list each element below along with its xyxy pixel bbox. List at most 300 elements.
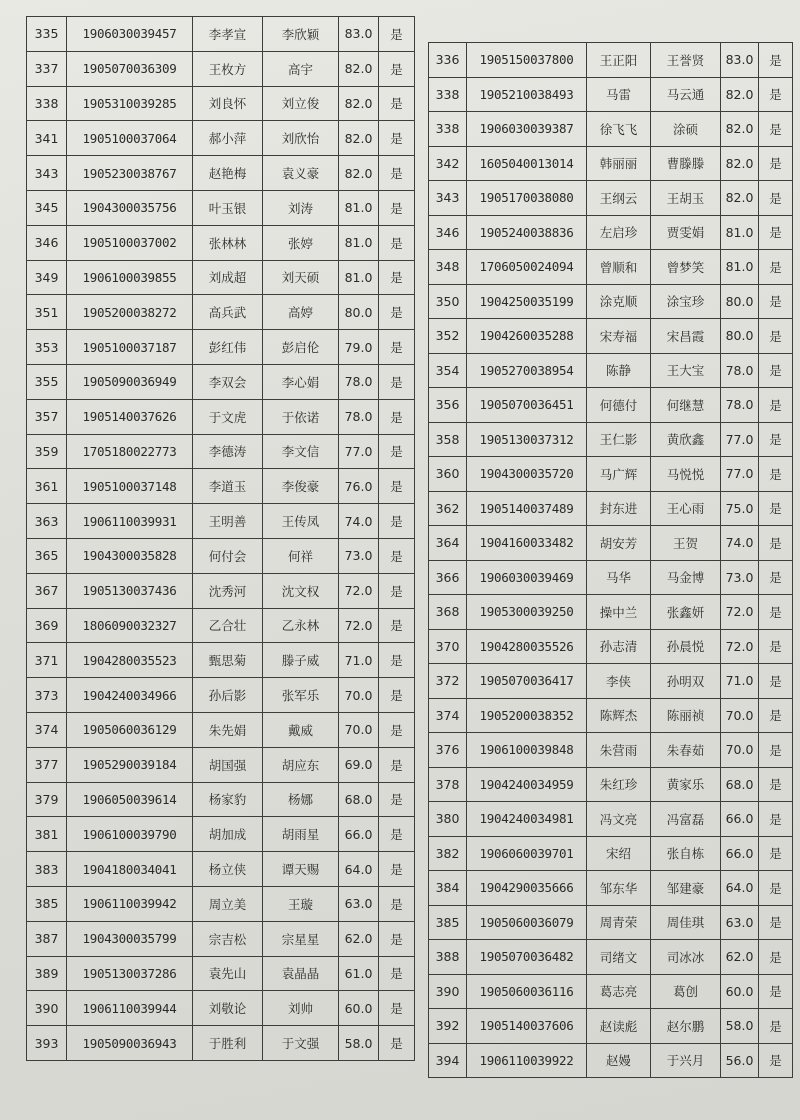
child-name-cell: 王贺 (651, 526, 721, 561)
candidate-id-cell: 1906030039469 (467, 560, 587, 595)
candidate-id-cell: 1905290039184 (67, 747, 193, 782)
applicant-name-cell: 彭红伟 (193, 330, 263, 365)
score-cell: 66.0 (721, 836, 759, 871)
table-row (27, 538, 415, 573)
table-row (429, 905, 793, 940)
qualified-cell: 是 (379, 956, 415, 991)
table-row (27, 956, 415, 991)
candidate-id-cell: 1905230038767 (67, 156, 193, 191)
qualified-cell: 是 (379, 991, 415, 1026)
child-name-cell: 黄欣鑫 (651, 422, 721, 457)
table-row (27, 469, 415, 504)
child-name-cell: 孙晨悦 (651, 629, 721, 664)
child-name-cell: 周佳琪 (651, 905, 721, 940)
child-name-cell: 刘欣怡 (263, 121, 339, 156)
applicant-name-cell: 封东进 (587, 491, 651, 526)
child-name-cell: 胡应东 (263, 747, 339, 782)
candidate-id-cell: 1904160033482 (467, 526, 587, 561)
table-row (27, 573, 415, 608)
row-number-cell: 374 (429, 698, 467, 733)
qualified-cell: 是 (379, 399, 415, 434)
candidate-id-cell: 1905060036129 (67, 712, 193, 747)
child-name-cell: 张鑫妍 (651, 595, 721, 630)
table-row (429, 77, 793, 112)
child-name-cell: 宗星星 (263, 921, 339, 956)
applicant-name-cell: 宋绍 (587, 836, 651, 871)
score-cell: 71.0 (721, 664, 759, 699)
row-number-cell: 381 (27, 817, 67, 852)
candidate-id-cell: 1905100037187 (67, 330, 193, 365)
child-name-cell: 于文强 (263, 1026, 339, 1061)
applicant-name-cell: 马华 (587, 560, 651, 595)
table-row (429, 802, 793, 837)
row-number-cell: 365 (27, 538, 67, 573)
candidate-id-cell: 1706050024094 (467, 250, 587, 285)
table-row (429, 595, 793, 630)
candidate-id-cell: 1905100037064 (67, 121, 193, 156)
table-row (27, 434, 415, 469)
table-row (429, 181, 793, 216)
child-name-cell: 李心娟 (263, 364, 339, 399)
applicant-name-cell: 陈静 (587, 353, 651, 388)
child-name-cell: 高婷 (263, 295, 339, 330)
score-cell: 77.0 (721, 457, 759, 492)
applicant-name-cell: 乙合壮 (193, 608, 263, 643)
row-number-cell: 363 (27, 504, 67, 539)
score-cell: 72.0 (339, 573, 379, 608)
qualified-cell: 是 (759, 560, 793, 595)
score-cell: 82.0 (339, 121, 379, 156)
row-number-cell: 356 (429, 388, 467, 423)
child-name-cell: 杨娜 (263, 782, 339, 817)
child-name-cell: 刘天硕 (263, 260, 339, 295)
qualified-cell: 是 (759, 491, 793, 526)
score-cell: 74.0 (721, 526, 759, 561)
child-name-cell: 贾雯娟 (651, 215, 721, 250)
row-number-cell: 353 (27, 330, 67, 365)
score-cell: 72.0 (721, 595, 759, 630)
candidate-id-cell: 1905140037489 (467, 491, 587, 526)
candidate-id-cell: 1905070036309 (67, 51, 193, 86)
table-row (27, 817, 415, 852)
score-cell: 72.0 (339, 608, 379, 643)
applicant-name-cell: 刘敬论 (193, 991, 263, 1026)
row-number-cell: 390 (27, 991, 67, 1026)
table-row (27, 608, 415, 643)
score-cell: 77.0 (339, 434, 379, 469)
score-cell: 68.0 (339, 782, 379, 817)
candidate-id-cell: 1904300035756 (67, 190, 193, 225)
qualified-cell: 是 (759, 595, 793, 630)
child-name-cell: 朱春茹 (651, 733, 721, 768)
candidate-id-cell: 1905200038272 (67, 295, 193, 330)
child-name-cell: 葛创 (651, 974, 721, 1009)
row-number-cell: 379 (27, 782, 67, 817)
candidate-id-cell: 1905240038836 (467, 215, 587, 250)
applicant-name-cell: 郝小萍 (193, 121, 263, 156)
score-cell: 66.0 (339, 817, 379, 852)
score-cell: 71.0 (339, 643, 379, 678)
score-cell: 75.0 (721, 491, 759, 526)
qualified-cell: 是 (759, 284, 793, 319)
score-cell: 81.0 (339, 190, 379, 225)
qualified-cell: 是 (379, 86, 415, 121)
row-number-cell: 377 (27, 747, 67, 782)
applicant-name-cell: 朱先娟 (193, 712, 263, 747)
table-row (429, 664, 793, 699)
qualified-cell: 是 (759, 215, 793, 250)
row-number-cell: 361 (27, 469, 67, 504)
score-cell: 82.0 (721, 146, 759, 181)
score-cell: 69.0 (339, 747, 379, 782)
table-row (429, 388, 793, 423)
qualified-cell: 是 (379, 364, 415, 399)
row-number-cell: 373 (27, 678, 67, 713)
child-name-cell: 高宇 (263, 51, 339, 86)
table-row (27, 678, 415, 713)
row-number-cell: 387 (27, 921, 67, 956)
candidate-id-cell: 1906100039855 (67, 260, 193, 295)
score-cell: 83.0 (339, 17, 379, 52)
table-row (429, 974, 793, 1009)
applicant-name-cell: 何付会 (193, 538, 263, 573)
child-name-cell: 李欣颖 (263, 17, 339, 52)
score-cell: 78.0 (339, 399, 379, 434)
candidate-id-cell: 1906030039457 (67, 17, 193, 52)
score-cell: 61.0 (339, 956, 379, 991)
applicant-name-cell: 李双会 (193, 364, 263, 399)
child-name-cell: 王璇 (263, 886, 339, 921)
child-name-cell: 王胡玉 (651, 181, 721, 216)
score-cell: 80.0 (339, 295, 379, 330)
score-cell: 79.0 (339, 330, 379, 365)
candidate-id-cell: 1906110039942 (67, 886, 193, 921)
applicant-name-cell: 于胜利 (193, 1026, 263, 1061)
child-name-cell: 于兴月 (651, 1043, 721, 1078)
candidate-id-cell: 1905100037148 (67, 469, 193, 504)
applicant-name-cell: 左启珍 (587, 215, 651, 250)
candidate-id-cell: 1904300035720 (467, 457, 587, 492)
score-cell: 62.0 (339, 921, 379, 956)
child-name-cell: 司冰冰 (651, 940, 721, 975)
table-row (27, 51, 415, 86)
candidate-id-cell: 1905140037626 (67, 399, 193, 434)
score-cell: 63.0 (721, 905, 759, 940)
score-cell: 63.0 (339, 886, 379, 921)
applicant-name-cell: 李侠 (587, 664, 651, 699)
qualified-cell: 是 (379, 260, 415, 295)
candidate-id-cell: 1905140037606 (467, 1009, 587, 1044)
row-number-cell: 364 (429, 526, 467, 561)
score-cell: 60.0 (339, 991, 379, 1026)
table-row (429, 353, 793, 388)
applicant-name-cell: 曾顺和 (587, 250, 651, 285)
qualified-cell: 是 (759, 250, 793, 285)
child-name-cell: 王心雨 (651, 491, 721, 526)
score-cell: 78.0 (721, 388, 759, 423)
score-cell: 76.0 (339, 469, 379, 504)
score-cell: 70.0 (339, 678, 379, 713)
applicant-name-cell: 袁先山 (193, 956, 263, 991)
applicant-name-cell: 赵艳梅 (193, 156, 263, 191)
child-name-cell: 张自栋 (651, 836, 721, 871)
score-cell: 81.0 (339, 225, 379, 260)
applicant-name-cell: 周青荣 (587, 905, 651, 940)
row-number-cell: 341 (27, 121, 67, 156)
applicant-name-cell: 赵读彪 (587, 1009, 651, 1044)
child-name-cell: 李俊豪 (263, 469, 339, 504)
applicant-name-cell: 孙志清 (587, 629, 651, 664)
row-number-cell: 362 (429, 491, 467, 526)
child-name-cell: 滕子威 (263, 643, 339, 678)
row-number-cell: 343 (429, 181, 467, 216)
qualified-cell: 是 (379, 852, 415, 887)
row-number-cell: 343 (27, 156, 67, 191)
child-name-cell: 曹滕滕 (651, 146, 721, 181)
row-number-cell: 390 (429, 974, 467, 1009)
candidate-id-cell: 1904290035666 (467, 871, 587, 906)
table-row (27, 712, 415, 747)
row-number-cell: 370 (429, 629, 467, 664)
child-name-cell: 于依诺 (263, 399, 339, 434)
child-name-cell: 刘帅 (263, 991, 339, 1026)
score-cell: 82.0 (721, 181, 759, 216)
score-cell: 64.0 (339, 852, 379, 887)
applicant-name-cell: 刘成超 (193, 260, 263, 295)
right-roster-body (429, 43, 793, 1078)
applicant-name-cell: 王正阳 (587, 43, 651, 78)
child-name-cell: 曾梦笑 (651, 250, 721, 285)
score-cell: 82.0 (721, 77, 759, 112)
row-number-cell: 372 (429, 664, 467, 699)
applicant-name-cell: 葛志亮 (587, 974, 651, 1009)
table-row (27, 991, 415, 1026)
child-name-cell: 涂硕 (651, 112, 721, 147)
qualified-cell: 是 (759, 905, 793, 940)
row-number-cell: 385 (27, 886, 67, 921)
applicant-name-cell: 王纲云 (587, 181, 651, 216)
qualified-cell: 是 (759, 940, 793, 975)
qualified-cell: 是 (759, 77, 793, 112)
qualified-cell: 是 (759, 733, 793, 768)
applicant-name-cell: 王明善 (193, 504, 263, 539)
row-number-cell: 335 (27, 17, 67, 52)
candidate-id-cell: 1905300039250 (467, 595, 587, 630)
qualified-cell: 是 (379, 712, 415, 747)
child-name-cell: 孙明双 (651, 664, 721, 699)
applicant-name-cell: 叶玉银 (193, 190, 263, 225)
table-row (429, 733, 793, 768)
row-number-cell: 394 (429, 1043, 467, 1078)
table-row (27, 190, 415, 225)
score-cell: 82.0 (721, 112, 759, 147)
row-number-cell: 345 (27, 190, 67, 225)
table-row (429, 698, 793, 733)
qualified-cell: 是 (759, 871, 793, 906)
row-number-cell: 393 (27, 1026, 67, 1061)
table-row (27, 782, 415, 817)
table-row (429, 836, 793, 871)
candidate-id-cell: 1906110039922 (467, 1043, 587, 1078)
score-cell: 77.0 (721, 422, 759, 457)
table-row (27, 747, 415, 782)
qualified-cell: 是 (379, 817, 415, 852)
qualified-cell: 是 (759, 1043, 793, 1078)
table-row (429, 940, 793, 975)
applicant-name-cell: 宗吉松 (193, 921, 263, 956)
candidate-id-cell: 1905070036451 (467, 388, 587, 423)
table-row (429, 629, 793, 664)
applicant-name-cell: 张林林 (193, 225, 263, 260)
table-row (27, 156, 415, 191)
score-cell: 73.0 (721, 560, 759, 595)
child-name-cell: 王大宝 (651, 353, 721, 388)
score-cell: 80.0 (721, 284, 759, 319)
row-number-cell: 369 (27, 608, 67, 643)
applicant-name-cell: 操中兰 (587, 595, 651, 630)
candidate-id-cell: 1904280035523 (67, 643, 193, 678)
qualified-cell: 是 (379, 190, 415, 225)
applicant-name-cell: 韩丽丽 (587, 146, 651, 181)
child-name-cell: 马悦悦 (651, 457, 721, 492)
candidate-id-cell: 1905070036417 (467, 664, 587, 699)
applicant-name-cell: 冯文亮 (587, 802, 651, 837)
row-number-cell: 374 (27, 712, 67, 747)
table-row (429, 871, 793, 906)
applicant-name-cell: 杨立侠 (193, 852, 263, 887)
candidate-id-cell: 1906030039387 (467, 112, 587, 147)
child-name-cell: 彭启伦 (263, 330, 339, 365)
score-cell: 66.0 (721, 802, 759, 837)
child-name-cell: 何祥 (263, 538, 339, 573)
row-number-cell: 351 (27, 295, 67, 330)
row-number-cell: 346 (429, 215, 467, 250)
qualified-cell: 是 (379, 782, 415, 817)
score-cell: 74.0 (339, 504, 379, 539)
child-name-cell: 马云通 (651, 77, 721, 112)
child-name-cell: 王誉贤 (651, 43, 721, 78)
score-cell: 73.0 (339, 538, 379, 573)
qualified-cell: 是 (379, 921, 415, 956)
row-number-cell: 367 (27, 573, 67, 608)
row-number-cell: 350 (429, 284, 467, 319)
table-row (429, 1043, 793, 1078)
score-cell: 81.0 (339, 260, 379, 295)
qualified-cell: 是 (379, 504, 415, 539)
child-name-cell: 沈文权 (263, 573, 339, 608)
child-name-cell: 张婷 (263, 225, 339, 260)
qualified-cell: 是 (379, 886, 415, 921)
candidate-id-cell: 1905130037312 (467, 422, 587, 457)
table-row (27, 643, 415, 678)
applicant-name-cell: 高兵武 (193, 295, 263, 330)
qualified-cell: 是 (759, 112, 793, 147)
score-cell: 70.0 (721, 698, 759, 733)
child-name-cell: 胡雨星 (263, 817, 339, 852)
candidate-id-cell: 1905060036116 (467, 974, 587, 1009)
child-name-cell: 张军乐 (263, 678, 339, 713)
score-cell: 82.0 (339, 156, 379, 191)
table-row (429, 422, 793, 457)
qualified-cell: 是 (759, 526, 793, 561)
applicant-name-cell: 赵嫚 (587, 1043, 651, 1078)
child-name-cell: 谭天赐 (263, 852, 339, 887)
candidate-id-cell: 1905310039285 (67, 86, 193, 121)
score-cell: 70.0 (339, 712, 379, 747)
candidate-id-cell: 1905170038080 (467, 181, 587, 216)
table-row (429, 526, 793, 561)
row-number-cell: 378 (429, 767, 467, 802)
qualified-cell: 是 (759, 664, 793, 699)
child-name-cell: 戴威 (263, 712, 339, 747)
candidate-id-cell: 1906100039848 (467, 733, 587, 768)
qualified-cell: 是 (759, 1009, 793, 1044)
table-row (429, 250, 793, 285)
candidate-id-cell: 1906050039614 (67, 782, 193, 817)
candidate-id-cell: 1906110039944 (67, 991, 193, 1026)
score-cell: 62.0 (721, 940, 759, 975)
table-row (27, 921, 415, 956)
applicant-name-cell: 司绪文 (587, 940, 651, 975)
qualified-cell: 是 (379, 678, 415, 713)
candidate-id-cell: 1904240034981 (467, 802, 587, 837)
qualified-cell: 是 (379, 156, 415, 191)
candidate-id-cell: 1906100039790 (67, 817, 193, 852)
table-row (429, 146, 793, 181)
applicant-name-cell: 胡加成 (193, 817, 263, 852)
candidate-id-cell: 1905130037286 (67, 956, 193, 991)
row-number-cell: 357 (27, 399, 67, 434)
row-number-cell: 371 (27, 643, 67, 678)
qualified-cell: 是 (759, 457, 793, 492)
candidate-id-cell: 1905070036482 (467, 940, 587, 975)
candidate-id-cell: 1905090036943 (67, 1026, 193, 1061)
applicant-name-cell: 沈秀河 (193, 573, 263, 608)
table-row (27, 17, 415, 52)
row-number-cell: 376 (429, 733, 467, 768)
applicant-name-cell: 刘良怀 (193, 86, 263, 121)
applicant-name-cell: 周立美 (193, 886, 263, 921)
table-row (429, 457, 793, 492)
score-cell: 81.0 (721, 215, 759, 250)
child-name-cell: 冯富磊 (651, 802, 721, 837)
child-name-cell: 乙永林 (263, 608, 339, 643)
child-name-cell: 赵尔鹏 (651, 1009, 721, 1044)
candidate-id-cell: 1904250035199 (467, 284, 587, 319)
candidate-id-cell: 1905200038352 (467, 698, 587, 733)
child-name-cell: 刘涛 (263, 190, 339, 225)
score-cell: 64.0 (721, 871, 759, 906)
table-row (27, 886, 415, 921)
applicant-name-cell: 马广辉 (587, 457, 651, 492)
applicant-name-cell: 涂克顺 (587, 284, 651, 319)
applicant-name-cell: 胡国强 (193, 747, 263, 782)
qualified-cell: 是 (759, 181, 793, 216)
score-cell: 58.0 (721, 1009, 759, 1044)
qualified-cell: 是 (379, 295, 415, 330)
table-row (27, 295, 415, 330)
applicant-name-cell: 邹东华 (587, 871, 651, 906)
score-cell: 58.0 (339, 1026, 379, 1061)
qualified-cell: 是 (379, 573, 415, 608)
row-number-cell: 338 (27, 86, 67, 121)
candidate-id-cell: 1905130037436 (67, 573, 193, 608)
child-name-cell: 何继慧 (651, 388, 721, 423)
row-number-cell: 352 (429, 319, 467, 354)
qualified-cell: 是 (379, 643, 415, 678)
candidate-id-cell: 1705180022773 (67, 434, 193, 469)
row-number-cell: 382 (429, 836, 467, 871)
